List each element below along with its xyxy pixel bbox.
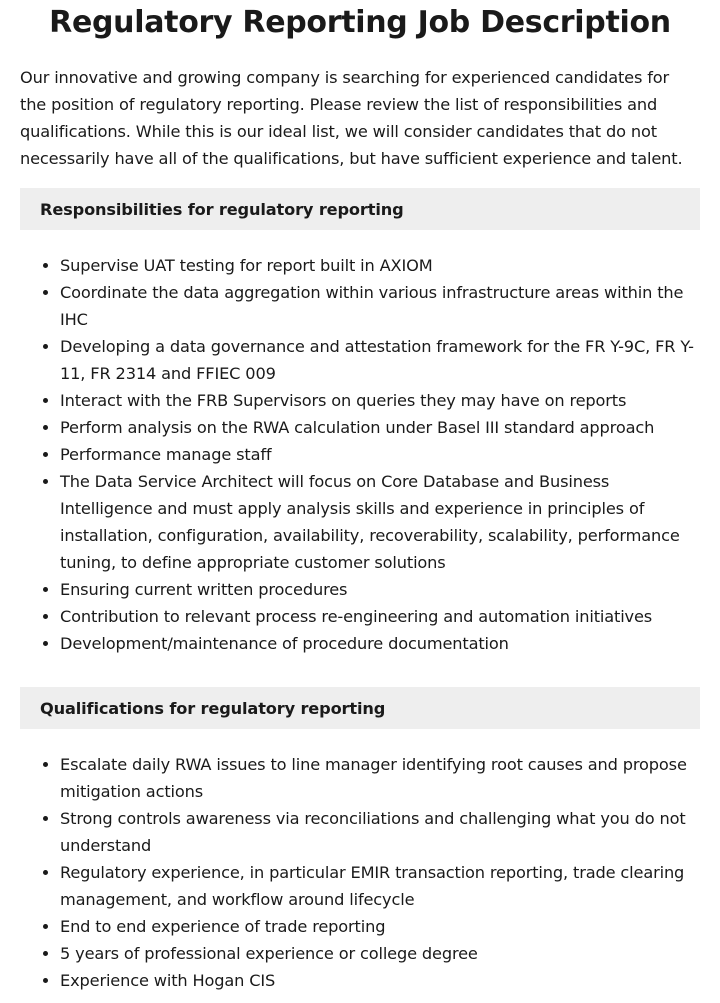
list-item: • End to end experience of trade reporting	[60, 913, 700, 940]
list-item: • Supervise UAT testing for report built in AXIOM	[60, 252, 700, 279]
list-item: • Development/maintenance of procedure documentation	[60, 630, 700, 657]
list-item: • The Data Service Architect will focus on Core Database and Business Intelligence and must apply analysis skills and experience in principles of installation, configuration, availability, recoverability, scalability, performance tuning, to define appropriate customer solutions	[60, 468, 700, 576]
list-item: • Perform analysis on the RWA calculation under Basel III standard approach	[60, 414, 700, 441]
responsibilities-list	[20, 252, 700, 657]
responsibilities-heading: Responsibilities for regulatory reporting	[20, 188, 700, 230]
list-item: • Coordinate the data aggregation within various infrastructure areas within the IHC	[60, 279, 700, 333]
list-item: • Developing a data governance and attestation framework for the FR Y-9C, FR Y-11, FR 2314 and FFIEC 009	[60, 333, 700, 387]
qualifications-list	[20, 751, 700, 994]
list-item: • Ensuring current written procedures	[60, 576, 700, 603]
list-item: • Escalate daily RWA issues to line manager identifying root causes and propose mitigation actions	[60, 751, 700, 805]
list-item: • Contribution to relevant process re-engineering and automation initiatives	[60, 603, 700, 630]
list-item: • Experience with Hogan CIS	[60, 967, 700, 994]
list-item: • Strong controls awareness via reconciliations and challenging what you do not understand	[60, 805, 700, 859]
intro-paragraph: Our innovative and growing company is searching for experienced candidates for the position of regulatory reporting. Please review the list of responsibilities and qualifications. While this is our ideal list, we will consider candidates that do not necessarily have all of the qualifications, but have sufficient experience and talent.	[20, 68, 683, 168]
list-item: • Performance manage staff	[60, 441, 700, 468]
page-title: Regulatory Reporting Job Description	[49, 5, 671, 40]
qualifications-heading: Qualifications for regulatory reporting	[20, 687, 700, 729]
list-item: • 5 years of professional experience or college degree	[60, 940, 700, 967]
list-item: • Regulatory experience, in particular EMIR transaction reporting, trade clearing management, and workflow around lifecycle	[60, 859, 700, 913]
list-item: • Interact with the FRB Supervisors on queries they may have on reports	[60, 387, 700, 414]
